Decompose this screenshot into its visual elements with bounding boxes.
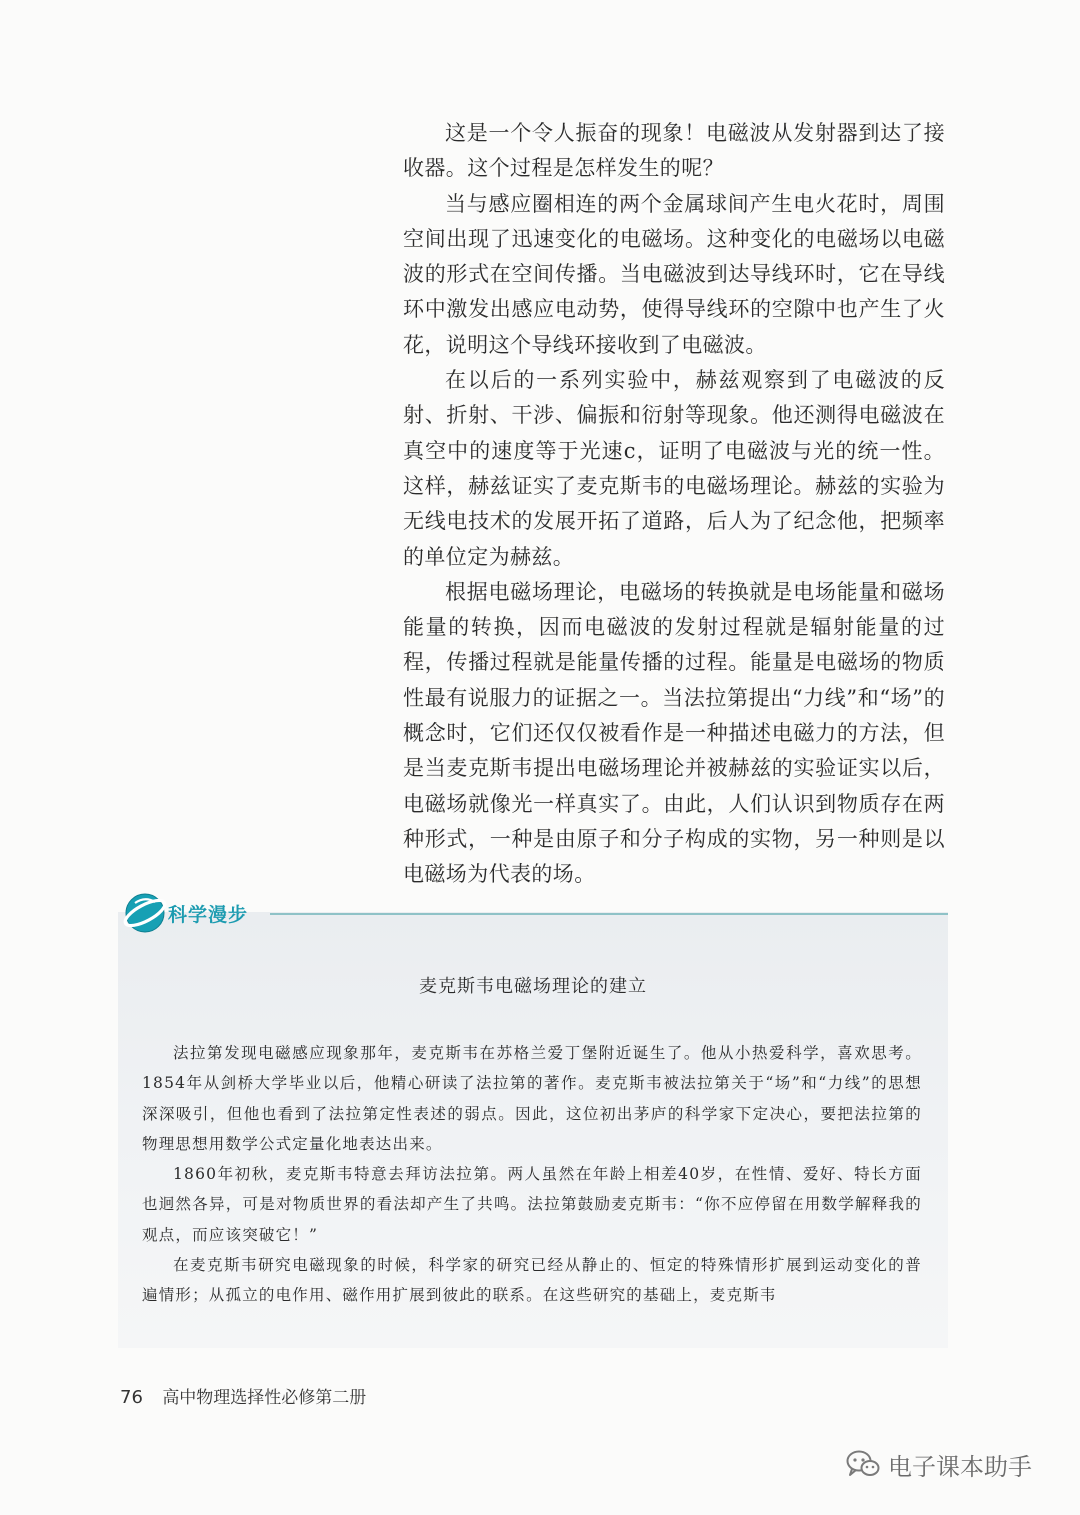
page-footer xyxy=(120,1383,366,1408)
globe-orbit-icon xyxy=(122,890,168,936)
box-paragraph: 法拉第发现电磁感应现象那年，麦克斯韦在苏格兰爱丁堡附近诞生了。他从小热爱科学，喜欢思考。1854年从剑桥大学毕业以后，他精心研读了法拉第的著作。麦克斯韦被法拉第关于“场”和“力线”的思想深深吸引，但他也看到了法拉第定性表述的弱点。因此，这位初出茅庐的科学家下定决心，要把法拉第的物理思想用数学公式定量化地表达出来。 xyxy=(142,1044,922,1153)
paragraph: 当与感应圈相连的两个金属球间产生电火花时，周围空间出现了迅速变化的电磁场。这种变化的电磁场以电磁波的形式在空间传播。当电磁波到达导线环时，它在导线环中激发出感应电动势，使得导线环的空隙中也产生了火花，说明这个导线环接收到了电磁波。 xyxy=(403,191,945,357)
paragraph: 根据电磁场理论，电磁场的转换就是电场能量和磁场能量的转换，因而电磁波的发射过程就是辐射能量的过程，传播过程就是能量传播的过程。能量是电磁场的物质性最有说服力的证据之一。当法拉第提出“力线”和“场”的概念时，它们还仅仅被看作是一种描述电磁力的方法，但是当麦克斯韦提出电磁场理论并被赫兹的实验证实以后，电磁场就像光一样真实了。由此，人们认识到物质存在两种形式，一种是由原子和分子构成的实物，另一种则是以电磁场为代表的场。 xyxy=(403,579,945,887)
section-header xyxy=(118,888,948,942)
paragraph: 在以后的一系列实验中，赫兹观察到了电磁波的反射、折射、干涉、偏振和衍射等现象。他还测得电磁波在真空中的速度等于光速c，证明了电磁波与光的统一性。这样，赫兹证实了麦克斯韦的电磁场理论。赫兹的实验为无线电技术的发展开拓了道路，后人为了纪念他，把频率的单位定为赫兹。 xyxy=(403,368,945,569)
main-text xyxy=(403,116,945,893)
section-title: 科学漫步 xyxy=(168,904,249,926)
box-text xyxy=(142,1038,922,1311)
science-walk-box xyxy=(118,912,948,1348)
watermark xyxy=(846,1446,1032,1482)
book-title: 高中物理选择性必修第二册 xyxy=(162,1388,367,1408)
wechat-icon xyxy=(846,1449,880,1479)
page-number: 76 xyxy=(120,1387,143,1408)
box-paragraph: 1860年初秋，麦克斯韦特意去拜访法拉第。两人虽然在年龄上相差40岁，在性情、爱好、特长方面也迥然各异，可是对物质世界的看法却产生了共鸣。法拉第鼓励麦克斯韦：“你不应停留在用数学解释我的观点，而应该突破它！” xyxy=(142,1165,922,1244)
watermark-text: 电子课本助手 xyxy=(888,1452,1032,1481)
paragraph: 这是一个令人振奋的现象！电磁波从发射器到达了接收器。这个过程是怎样发生的呢？ xyxy=(403,121,945,181)
box-title: 麦克斯韦电磁场理论的建立 xyxy=(419,976,647,997)
box-paragraph: 在麦克斯韦研究电磁现象的时候，科学家的研究已经从静止的、恒定的特殊情形扩展到运动变化的普遍情形；从孤立的电作用、磁作用扩展到彼此的联系。在这些研究的基础上，麦克斯韦 xyxy=(142,1256,922,1305)
section-divider xyxy=(270,913,948,915)
